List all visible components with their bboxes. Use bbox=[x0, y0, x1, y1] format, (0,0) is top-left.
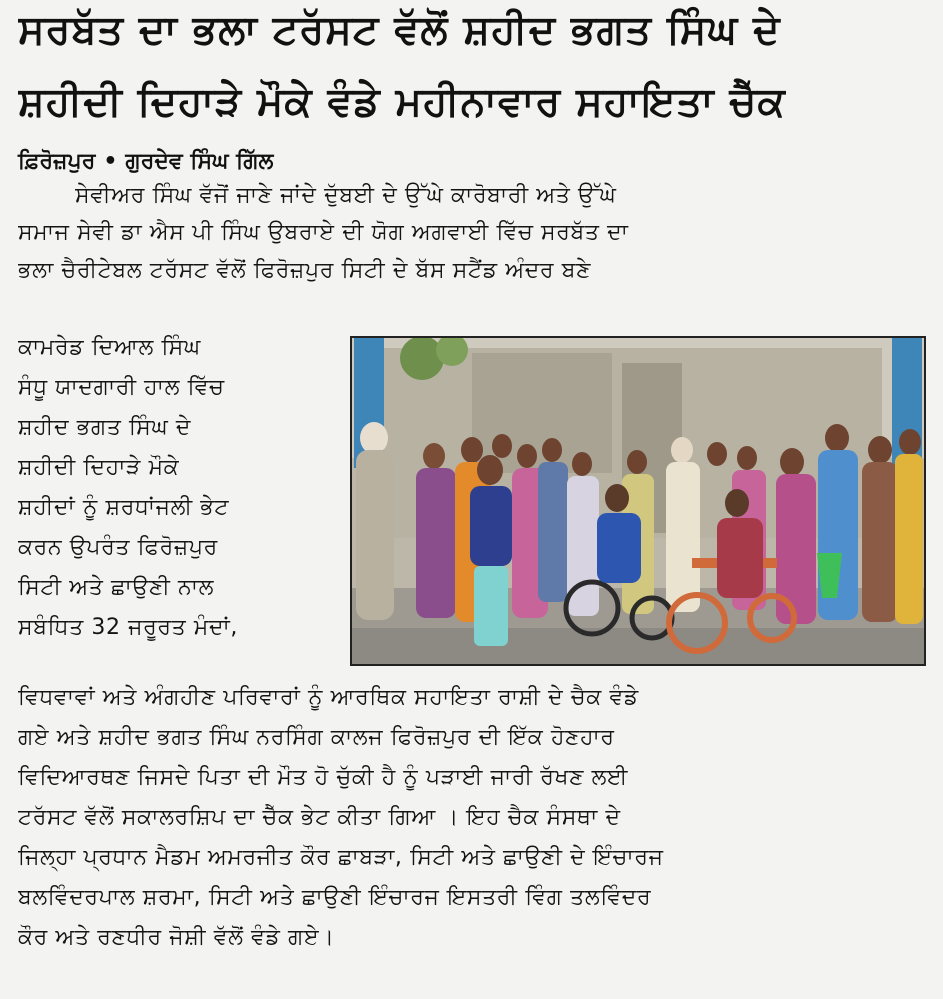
body-line-13: ਗਏ ਅਤੇ ਸ਼ਹੀਦ ਭਗਤ ਸਿੰਘ ਨਰਸਿੰਗ ਕਾਲਜ ਫਿਰੋਜ਼ਪੁਰ ਦੀ ਇੱਕ ਹੋਣਹਾਰ bbox=[18, 725, 615, 750]
dateline bbox=[18, 148, 273, 176]
body-line-2: ਸਮਾਜ ਸੇਵੀ ਡਾ ਐਸ ਪੀ ਸਿੰਘ ਉਬਰਾਏ ਦੀ ਯੋਗ ਅਗਵਾਈ ਵਿੱਚ ਸਰਬੱਤ ਦਾ bbox=[18, 220, 629, 245]
body-line-8: ਸ਼ਹੀਦਾਂ ਨੂੰ ਸ਼ਰਧਾਂਜਲੀ ਭੇਟ bbox=[18, 495, 230, 520]
headline-line-1: ਸਰਬੱਤ ਦਾ ਭਲਾ ਟਰੱਸਟ ਵੱਲੋਂ ਸ਼ਹੀਦ ਭਗਤ ਸਿੰਘ ਦੇ bbox=[18, 7, 781, 53]
body-line-17: ਬਲਵਿੰਦਰਪਾਲ ਸ਼ਰਮਾ, ਸਿਟੀ ਅਤੇ ਛਾਉਣੀ ਇੰਚਾਰਜ ਇਸਤਰੀ ਵਿੰਗ ਤਲਵਿੰਦਰ bbox=[18, 885, 652, 910]
body-line-5: ਸੰਧੂ ਯਾਦਗਾਰੀ ਹਾਲ ਵਿੱਚ bbox=[18, 375, 225, 400]
body-line-16: ਜਿਲ੍ਹਾ ਪ੍ਰਧਾਨ ਮੈਡਮ ਅਮਰਜੀਤ ਕੌਰ ਛਾਬੜਾ, ਸਿਟੀ ਅਤੇ ਛਾਉਣੀ ਦੇ ਇੰਚਾਰਜ bbox=[18, 845, 664, 870]
body-line-9: ਕਰਨ ਉਪਰੰਤ ਫਿਰੋਜ਼ਪੁਰ bbox=[18, 535, 218, 560]
location: ਫ਼ਿਰੋਜ਼ਪੁਰ bbox=[18, 149, 96, 174]
body-line-12: ਵਿਧਵਾਵਾਂ ਅਤੇ ਅੰਗਹੀਣ ਪਰਿਵਾਰਾਂ ਨੂੰ ਆਰਥਿਕ ਸਹਾਇਤਾ ਰਾਸ਼ੀ ਦੇ ਚੈਕ ਵੰਡੇ bbox=[18, 685, 639, 710]
body-line-6: ਸ਼ਹੀਦ ਭਗਤ ਸਿੰਘ ਦੇ bbox=[18, 415, 192, 440]
body-line-14: ਵਿਦਿਆਰਥਣ ਜਿਸਦੇ ਪਿਤਾ ਦੀ ਮੌਤ ਹੋ ਚੁੱਕੀ ਹੈ ਨੂੰ ਪੜਾਈ ਜਾਰੀ ਰੱਖਣ ਲਈ bbox=[18, 765, 629, 790]
body-line-11: ਸਬੰਧਿਤ 32 ਜਰੂਰਤ ਮੰਦਾਂ, bbox=[18, 615, 238, 640]
body-line-18: ਕੌਰ ਅਤੇ ਰਣਧੀਰ ਜੋਸ਼ੀ ਵੱਲੋਂ ਵੰਡੇ ਗਏ। bbox=[18, 925, 335, 950]
headline-line-2: ਸ਼ਹੀਦੀ ਦਿਹਾੜੇ ਮੌਕੇ ਵੰਡੇ ਮਹੀਨਾਵਾਰ ਸਹਾਇਤਾ ਚੈੱਕ bbox=[18, 79, 786, 125]
body-line-4: ਕਾਮਰੇਡ ਦਿਆਲ ਸਿੰਘ bbox=[18, 335, 201, 360]
group-photo bbox=[350, 336, 926, 666]
body-line-3: ਭਲਾ ਚੈਰੀਟੇਬਲ ਟਰੱਸਟ ਵੱਲੋਂ ਫਿਰੋਜ਼ਪੁਰ ਸਿਟੀ ਦੇ ਬੱਸ ਸਟੈਂਡ ਅੰਦਰ ਬਣੇ bbox=[18, 258, 592, 283]
body-line-7: ਸ਼ਹੀਦੀ ਦਿਹਾੜੇ ਮੌਕੇ bbox=[18, 455, 180, 480]
author: ਗੁਰਦੇਵ ਸਿੰਘ ਗਿੱਲ bbox=[125, 149, 274, 174]
body-line-10: ਸਿਟੀ ਅਤੇ ਛਾਉਣੀ ਨਾਲ bbox=[18, 575, 215, 600]
group-photo-illustration bbox=[352, 338, 924, 664]
body-line-1: ਸੇਵੀਅਰ ਸਿੰਘ ਵੱਜੋਂ ਜਾਣੇ ਜਾਂਦੇ ਦੁੱਬਈ ਦੇ ਉੱਘੇ ਕਾਰੋਬਾਰੀ ਅਤੇ ਉੱਘੇ bbox=[75, 183, 617, 208]
dateline-separator: • bbox=[103, 149, 118, 174]
body-line-15: ਟਰੱਸਟ ਵੱਲੋਂ ਸਕਾਲਰਸ਼ਿਪ ਦਾ ਚੈੱਕ ਭੇਟ ਕੀਤਾ ਗਿਆ । ਇਹ ਚੈਕ ਸੰਸਥਾ ਦੇ bbox=[18, 805, 621, 830]
